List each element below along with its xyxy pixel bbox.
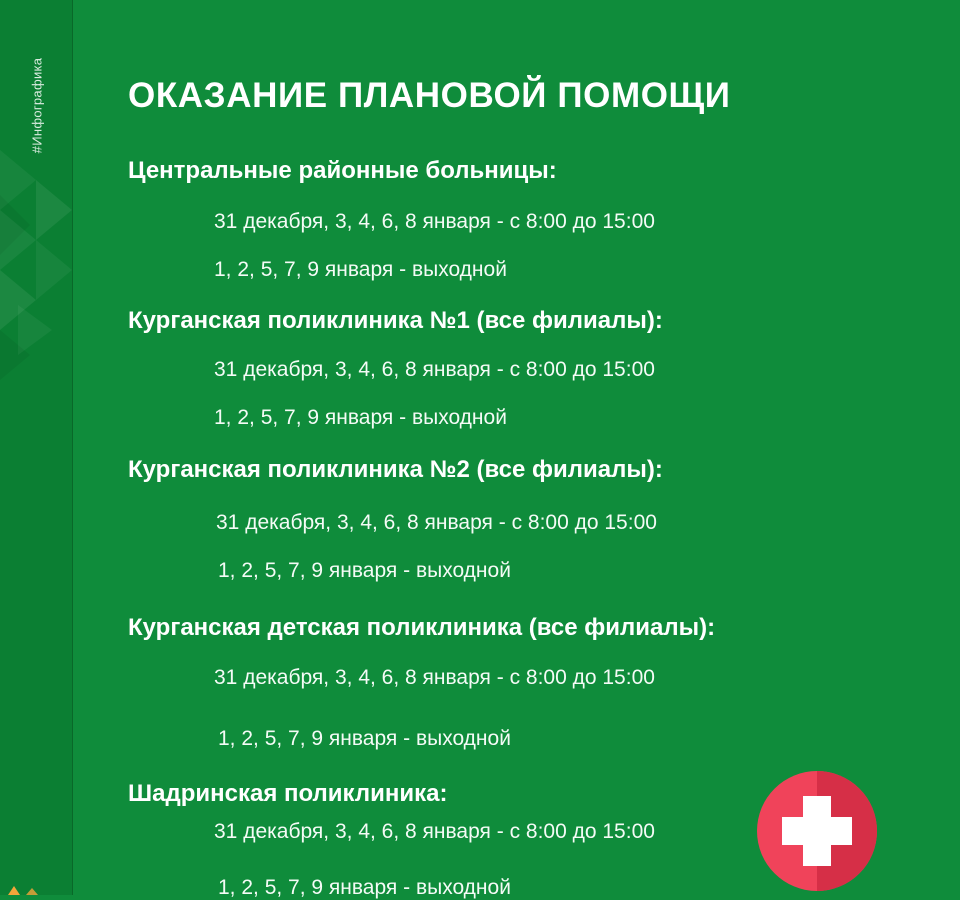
schedule-line: 1, 2, 5, 7, 9 января - выходной <box>218 727 511 750</box>
hashtag-label <box>28 40 46 170</box>
schedule-line: 1, 2, 5, 7, 9 января - выходной <box>218 559 511 582</box>
section-heading: Курганская детская поликлиника (все филиалы): <box>128 614 716 641</box>
schedule-line: 1, 2, 5, 7, 9 января - выходной <box>218 876 511 899</box>
schedule-line: 31 декабря, 3, 4, 6, 8 января - с 8:00 до 15:00 <box>214 666 655 689</box>
section-heading: Шадринская поликлиника: <box>128 780 448 807</box>
hashtag-text: #Инфографика <box>29 57 45 153</box>
schedule-line: 31 декабря, 3, 4, 6, 8 января - с 8:00 до 15:00 <box>214 210 655 233</box>
schedule-line: 31 декабря, 3, 4, 6, 8 января - с 8:00 до 15:00 <box>214 358 655 381</box>
schedule-line: 31 декабря, 3, 4, 6, 8 января - с 8:00 до 15:00 <box>214 820 655 843</box>
schedule-line: 1, 2, 5, 7, 9 января - выходной <box>214 258 507 281</box>
section-heading: Курганская поликлиника №1 (все филиалы): <box>128 307 663 334</box>
section-heading: Курганская поликлиника №2 (все филиалы): <box>128 456 663 483</box>
corner-decoration <box>0 878 60 895</box>
medical-cross-icon <box>756 770 878 892</box>
schedule-line: 31 декабря, 3, 4, 6, 8 января - с 8:00 до 15:00 <box>216 511 657 534</box>
section-heading: Центральные районные больницы: <box>128 157 557 184</box>
schedule-line: 1, 2, 5, 7, 9 января - выходной <box>214 406 507 429</box>
page-title: ОКАЗАНИЕ ПЛАНОВОЙ ПОМОЩИ <box>128 76 731 115</box>
sidebar <box>0 0 73 895</box>
